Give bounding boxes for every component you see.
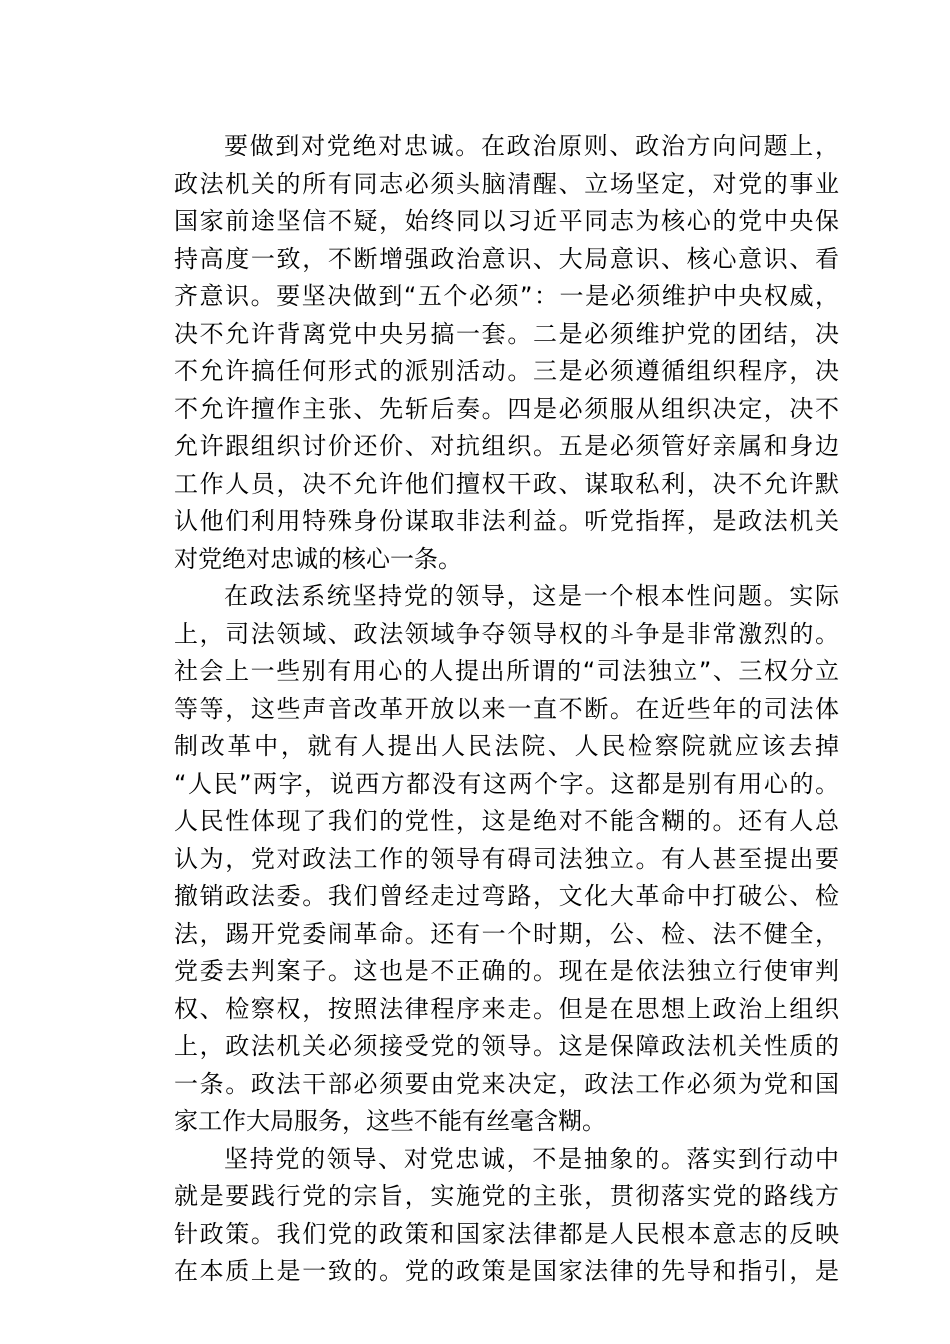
paragraph-2-line-14: 一条。政法干部必须要由党来决定，政法工作必须为党和国 [174, 1069, 839, 1098]
paragraph-1-line-2: 政法机关的所有同志必须头脑清醒、立场坚定，对党的事业 [174, 169, 839, 198]
paragraph-2-line-4: 等等，这些声音改革开放以来一直不断。在近些年的司法体 [174, 694, 839, 723]
body-text [174, 128, 839, 1291]
paragraph-1-line-11: 认他们利用特殊身份谋取非法利益。听党指挥，是政法机关 [174, 507, 839, 535]
paragraph-3-line-4: 在本质上是一致的。党的政策是国家法律的先导和指引，是 [174, 1257, 839, 1285]
paragraph-2-line-11: 党委去判案子。这也是不正确的。现在是依法独立行使审判 [174, 957, 839, 985]
paragraph-2-line-12: 权、检察权，按照法律程序来走。但是在思想上政治上组织 [174, 994, 839, 1023]
paragraph-2-line-6: “人民”两字，说西方都没有这两个字。这都是别有用心的。 [174, 769, 839, 798]
paragraph-1-line-4: 持高度一致，不断增强政治意识、大局意识、核心意识、看 [174, 244, 839, 273]
paragraph-3-line-3: 针政策。我们党的政策和国家法律都是人民根本意志的反映 [174, 1219, 839, 1248]
paragraph-3-line-2: 就是要践行党的宗旨，实施党的主张，贯彻落实党的路线方 [174, 1182, 839, 1210]
paragraph-1-line-1: 要做到对党绝对忠诚。在政治原则、政治方向问题上， [224, 132, 839, 160]
paragraph-3-line-1: 坚持党的领导、对党忠诚，不是抽象的。落实到行动中 [224, 1144, 839, 1173]
paragraph-1-line-8: 不允许擅作主张、先斩后奏。四是必须服从组织决定，决不 [174, 394, 839, 423]
paragraph-2-line-2: 上，司法领域、政法领域争夺领导权的斗争是非常激烈的。 [174, 619, 839, 648]
paragraph-1-line-7: 不允许搞任何形式的派别活动。三是必须遵循组织程序，决 [174, 357, 839, 385]
paragraph-1-line-3: 国家前途坚信不疑，始终同以习近平同志为核心的党中央保 [174, 207, 839, 235]
paragraph-1-line-12: 对党绝对忠诚的核心一条。 [174, 544, 462, 573]
paragraph-2-line-8: 认为，党对政法工作的领导有碍司法独立。有人甚至提出要 [174, 844, 839, 873]
paragraph-1-line-5: 齐意识。要坚决做到“五个必须”：一是必须维护中央权威， [174, 282, 839, 310]
paragraph-2-line-10: 法，踢开党委闹革命。还有一个时期，公、检、法不健全， [174, 919, 839, 948]
paragraph-2-line-3: 社会上一些别有用心的人提出所谓的“司法独立”、三权分立 [174, 657, 839, 685]
paragraph-2-line-7: 人民性体现了我们的党性，这是绝对不能含糊的。还有人总 [174, 807, 839, 835]
paragraph-2-line-5: 制改革中，就有人提出人民法院、人民检察院就应该去掉 [174, 732, 839, 760]
paragraph-1-line-10: 工作人员，决不允许他们擅权干政、谋取私利，决不允许默 [174, 469, 839, 498]
paragraph-2-line-9: 撤销政法委。我们曾经走过弯路，文化大革命中打破公、检 [174, 882, 839, 910]
paragraph-1-line-6: 决不允许背离党中央另搞一套。二是必须维护党的团结，决 [174, 319, 839, 348]
paragraph-1-line-9: 允许跟组织讨价还价、对抗组织。五是必须管好亲属和身边 [174, 432, 839, 460]
paragraph-2-line-15: 家工作大局服务，这些不能有丝毫含糊。 [174, 1107, 606, 1135]
paragraph-2-line-13: 上，政法机关必须接受党的领导。这是保障政法机关性质的 [174, 1032, 839, 1060]
paragraph-2-line-1: 在政法系统坚持党的领导，这是一个根本性问题。实际 [224, 582, 839, 610]
